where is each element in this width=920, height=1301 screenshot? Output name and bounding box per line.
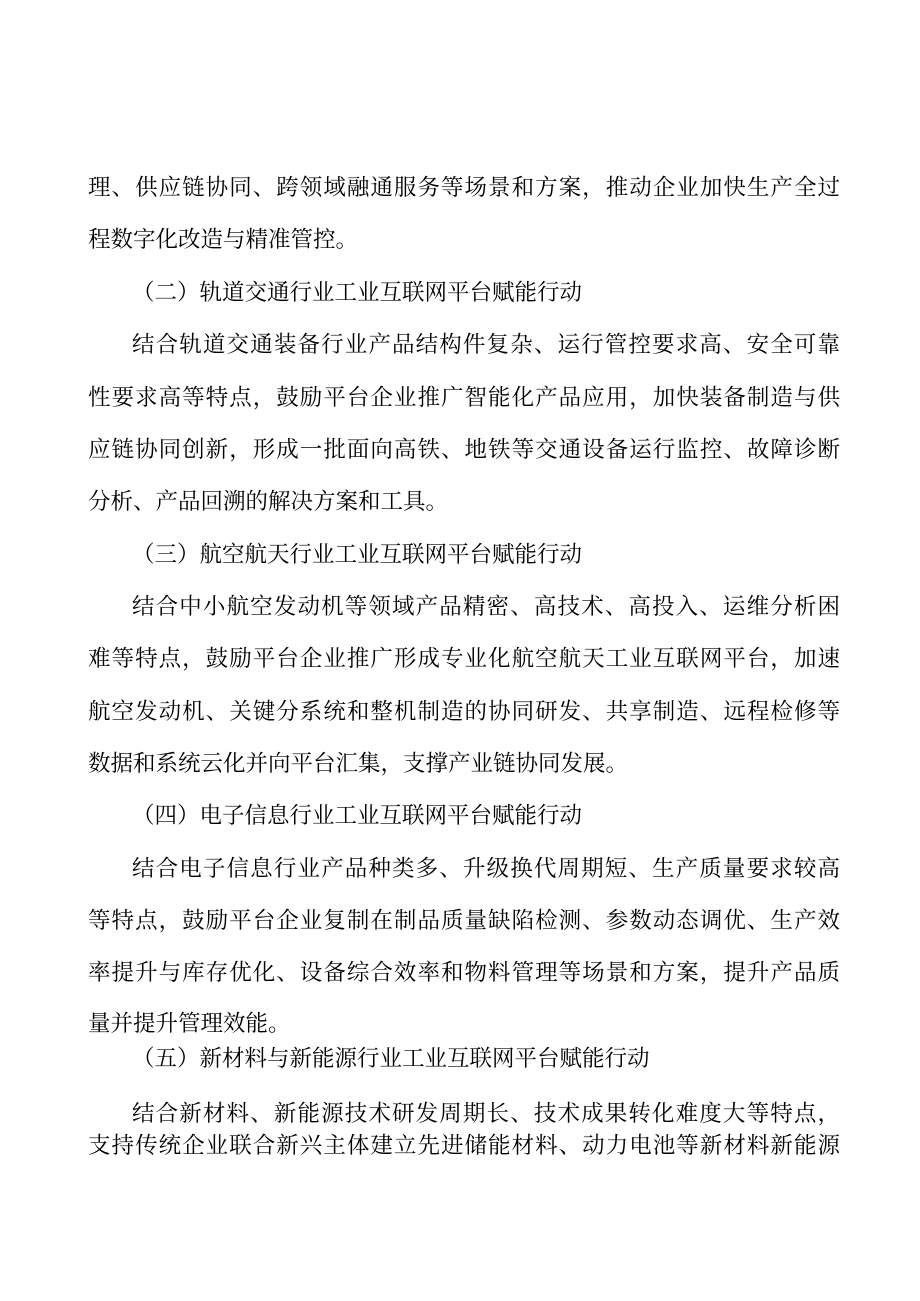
paragraph-line: 数据和系统云化并向平台汇集，支撑产业链协同发展。	[88, 751, 629, 777]
paragraph-line: 性要求高等特点，鼓励平台企业推广智能化产品应用，加快装备制造与供	[88, 385, 840, 411]
section-heading-5: （五）新材料与新能源行业工业互联网平台赋能行动	[132, 1046, 650, 1072]
paragraph-line: 程数字化改造与精准管控。	[88, 227, 359, 253]
paragraph-line: 等特点，鼓励平台企业复制在制品质量缺陷检测、参数动态调优、生产效	[88, 908, 840, 934]
section-heading-4: （四）电子信息行业工业互联网平台赋能行动	[132, 803, 583, 829]
paragraph-line: 支持传统企业联合新兴主体建立先进储能材料、动力电池等新材料新能源	[88, 1133, 840, 1159]
paragraph-line: 率提升与库存优化、设备综合效率和物料管理等场景和方案，提升产品质	[88, 960, 840, 986]
section-heading-2: （二）轨道交通行业工业互联网平台赋能行动	[132, 280, 583, 306]
paragraph-line: 结合轨道交通装备行业产品结构件复杂、运行管控要求高、安全可靠	[132, 332, 840, 358]
paragraph-line: 分析、产品回溯的解决方案和工具。	[88, 489, 449, 515]
paragraph-line: 结合中小航空发动机等领域产品精密、高技术、高投入、运维分析困	[132, 594, 840, 620]
paragraph-line: 难等特点，鼓励平台企业推广形成专业化航空航天工业互联网平台，加速	[88, 646, 840, 672]
paragraph-line: 航空发动机、关键分系统和整机制造的协同研发、共享制造、远程检修等	[88, 699, 840, 725]
paragraph-line: 理、供应链协同、跨领域融通服务等场景和方案，推动企业加快生产全过	[88, 175, 840, 201]
section-heading-3: （三）航空航天行业工业互联网平台赋能行动	[132, 542, 583, 568]
paragraph-line: 量并提升管理效能。	[88, 1011, 291, 1037]
paragraph-line: 结合新材料、新能源技术研发周期长、技术成果转化难度大等特点，	[132, 1101, 840, 1127]
paragraph-line: 结合电子信息行业产品种类多、升级换代周期短、生产质量要求较高	[132, 856, 840, 882]
paragraph-line: 应链协同创新，形成一批面向高铁、地铁等交通设备运行监控、故障诊断	[88, 437, 840, 463]
